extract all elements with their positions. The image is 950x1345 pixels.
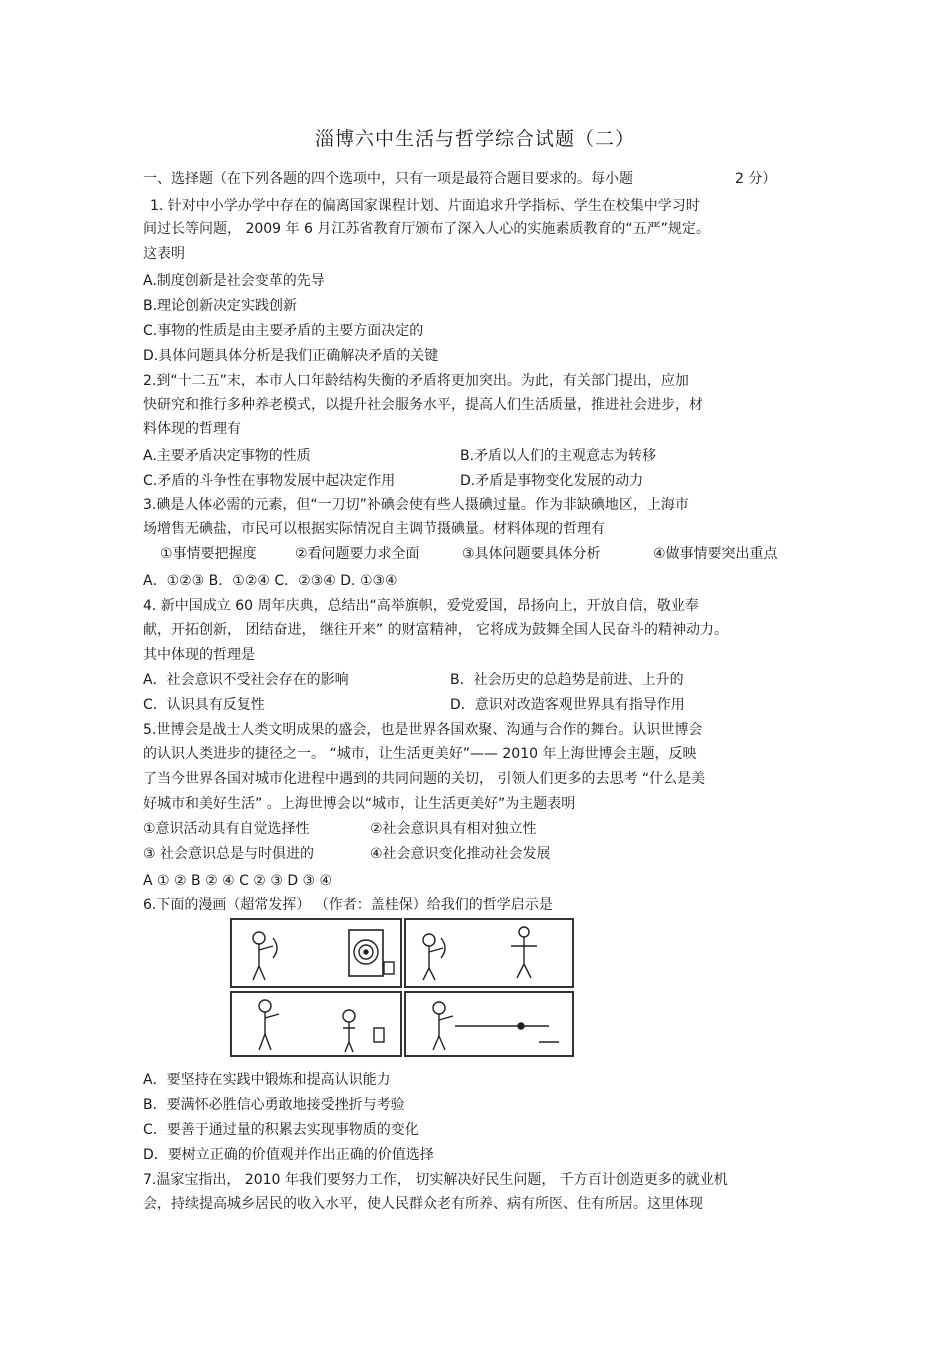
q4-option-d: D．意识对改造客观世界具有指导作用 [450, 697, 685, 713]
q4-option-a: A．社会意识不受社会存在的影响 [143, 672, 349, 688]
q5-statement-1: ①意识活动具有自觉选择性 [143, 821, 310, 837]
section-instruction: 一、选择题（在下列各题的四个选项中，只有一项是最符合题目要求的。每小题 [143, 171, 633, 187]
q6-option-d: D．要树立正确的价值观并作出正确的价值选择 [143, 1147, 434, 1163]
q4-stem-line1: 4. 新中国成立 60 周年庆典，总结出“高举旗帜，爱党爱国，昂扬向上，开放自信，敬业奉 [143, 598, 699, 614]
q6-option-c: C．要善于通过量的积累去实现事物质的变化 [143, 1122, 419, 1138]
q3-statement-2: ②看问题要力求全面 [295, 546, 420, 562]
q5-stem-line4: 好城市和美好生活” 。上海世博会以“城市，让生活更美好”为主题表明 [143, 796, 576, 812]
q1-stem-line3: 这表明 [143, 246, 185, 262]
q2-stem-line1: 2.到“十二五”末，本市人口年龄结构失衡的矛盾将更加突出。为此，有关部门提出，应加 [143, 373, 689, 389]
q2-option-b: B.矛盾以人们的主观意志为转移 [460, 448, 657, 464]
q1-option-d: D.具体问题具体分析是我们正确解决矛盾的关键 [143, 348, 439, 364]
q3-stem-line1: 3.碘是人体必需的元素，但“一刀切”补碘会使有些人摄碘过量。作为非缺碘地区，上海市 [143, 497, 689, 513]
q7-stem-line1: 7.温家宝指出， 2010 年我们要努力工作， 切实解决好民生问题， 千方百计创造更多的就业机 [143, 1172, 728, 1188]
q5-statement-2: ②社会意识具有相对独立性 [370, 821, 537, 837]
q2-stem-line2: 快研究和推行多种养老模式，以提升社会服务水平，提高人们生活质量，推进社会进步，材 [143, 397, 703, 413]
q4-option-c: C．认识具有反复性 [143, 697, 265, 713]
q2-option-d: D.矛盾是事物变化发展的动力 [460, 473, 644, 489]
q1-option-b: B.理论创新决定实践创新 [143, 298, 298, 314]
cartoon-drawing [229, 916, 577, 1059]
q4-option-b: B．社会历史的总趋势是前进、上升的 [450, 672, 684, 688]
cartoon-image [229, 916, 577, 1059]
q2-stem-line3: 料体现的哲理有 [143, 421, 241, 437]
q2-option-a: A.主要矛盾决定事物的性质 [143, 448, 311, 464]
q7-stem-line2: 会，持续提高城乡居民的收入水平，使人民群众老有所养、病有所医、住有所居。这里体现 [143, 1196, 703, 1212]
q5-statement-3: ③ 社会意识总是与时俱进的 [143, 846, 315, 862]
q6-option-a: A．要坚持在实践中锻炼和提高认识能力 [143, 1072, 391, 1088]
q3-statement-4: ④做事情要突出重点 [653, 546, 778, 562]
q1-option-c: C.事物的性质是由主要矛盾的主要方面决定的 [143, 323, 424, 339]
q5-statement-4: ④社会意识变化推动社会发展 [370, 846, 551, 862]
q5-stem-line3: 了当今世界各国对城市化进程中遇到的共同问题的关切， 引领人们更多的去思考 “什么是美 [143, 771, 706, 787]
q5-stem-line1: 5.世博会是战士人类文明成果的盛会，也是世界各国欢聚、沟通与合作的舞台。认识世博会 [143, 722, 703, 738]
q4-stem-line3: 其中体现的哲理是 [143, 647, 255, 663]
q3-statement-3: ③具体问题要具体分析 [462, 546, 601, 562]
q2-option-c: C.矛盾的斗争性在事物发展中起决定作用 [143, 473, 396, 489]
section-score: 2 分） [735, 171, 777, 187]
q1-option-a: A.制度创新是社会变革的先导 [143, 273, 325, 289]
q4-stem-line2: 献，开拓创新， 团结奋进， 继往开来” 的财富精神， 它将成为鼓舞全国人民奋斗的精神动力。 [143, 622, 729, 638]
q1-stem-line1: 1. 针对中小学办学中存在的偏离国家课程计划、片面追求升学指标、学生在校集中学习时 [150, 198, 700, 214]
q5-choices: A ① ② B ② ④ C ② ③ D ③ ④ [143, 873, 333, 889]
q5-stem-line2: 的认识人类进步的捷径之一。 “城市，让生活更美好”—— 2010 年上海世博会主题，反映 [143, 746, 697, 762]
q3-stem-line2: 场增售无碘盐，市民可以根据实际情况自主调节摄碘量。材料体现的哲理有 [143, 521, 605, 537]
q6-stem: 6.下面的漫画（超常发挥） （作者：盖桂保）给我们的哲学启示是 [143, 897, 553, 913]
q3-statement-1: ①事情要把握度 [160, 546, 257, 562]
page-title: 淄博六中生活与哲学综合试题（二） [314, 128, 635, 150]
q3-choices: A．①②③ B．①②④ C．②③④ D. ①③④ [143, 573, 398, 589]
q6-option-b: B．要满怀必胜信心勇敢地接受挫折与考验 [143, 1097, 405, 1113]
q1-stem-line2: 间过长等问题， 2009 年 6 月江苏省教育厅颁布了深入人心的实施素质教育的“五严”规定。 [143, 221, 710, 237]
